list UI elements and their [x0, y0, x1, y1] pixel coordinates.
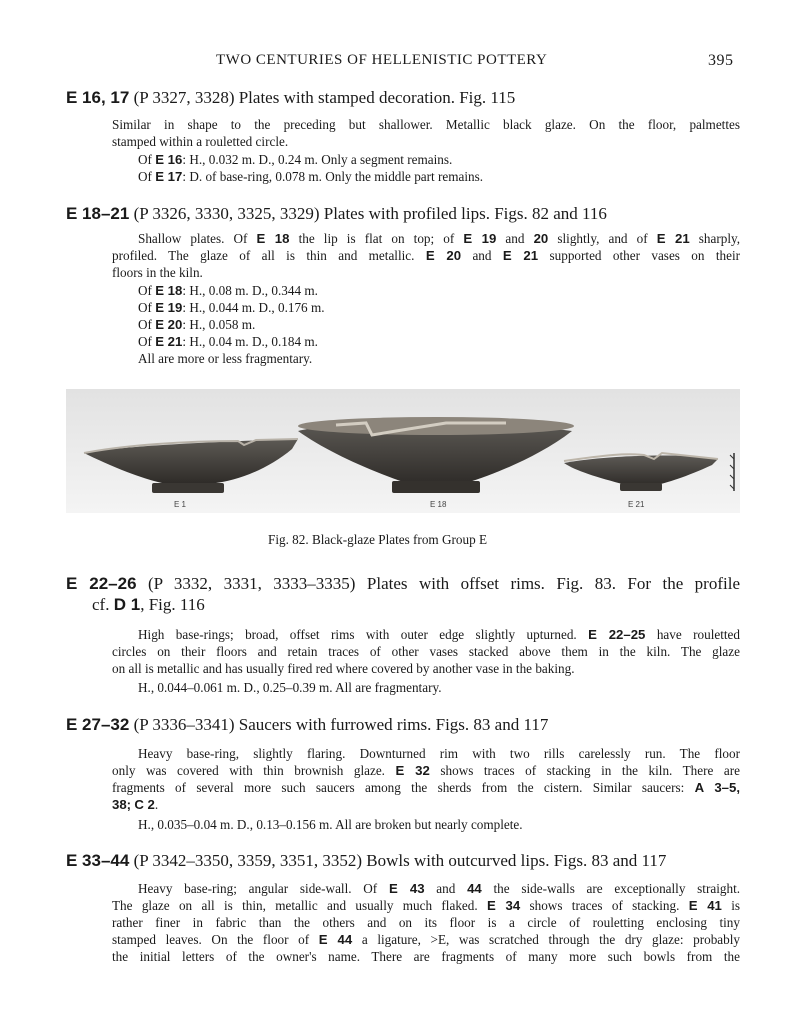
figure-label: E 18 [430, 500, 447, 509]
catalog-id: E 43 [388, 881, 425, 896]
paragraph-line: circles on their floors and retain traces of other vases stacked above them in the kiln. The glaze [112, 644, 740, 659]
entry-ref: (P 3336–3341) Saucers with furrowed rims. Figs. 83 and 117 [133, 715, 549, 734]
entry-heading-e16 [66, 88, 515, 108]
text: a ligature, >E, was scratched through the dry glaze: probably [361, 932, 740, 947]
text: Of [138, 334, 152, 349]
paragraph-line: the initial letters of the owner's name. There are fragments of many more such bowls from the [112, 949, 740, 964]
page-number: 395 [708, 52, 734, 69]
catalog-id: E 20 [425, 248, 462, 263]
measurement-line [138, 300, 325, 316]
text: shows traces of stacking. [529, 898, 680, 913]
catalog-id: E 21 [656, 231, 690, 246]
text: stamped leaves. On the floor of [112, 932, 310, 947]
measurement-line [138, 169, 483, 185]
paragraph-line [112, 797, 158, 813]
text: shows traces of stacking in the kiln. There are [440, 763, 740, 778]
paragraph-line [112, 780, 740, 796]
text: : H., 0.08 m. D., 0.344 m. [182, 283, 318, 298]
text: only was covered with thin brownish glaze. [112, 763, 385, 778]
catalog-id: E 18 [155, 283, 183, 298]
entry-id: E 33–44 [66, 851, 130, 870]
text: : H., 0.032 m. D., 0.24 m. Only a segment remains. [182, 152, 453, 167]
paragraph-line [138, 231, 740, 247]
entry-heading-e22 [66, 574, 740, 594]
measurement-line: H., 0.044–0.061 m. D., 0.25–0.39 m. All are fragmentary. [138, 680, 442, 695]
figure-caption: Fig. 82. Black-glaze Plates from Group E [268, 532, 488, 547]
text: fragments of several more such saucers among the sherds from the cistern. Similar saucers: [112, 780, 685, 795]
entry-heading-e18 [66, 204, 607, 224]
catalog-id: E 32 [395, 763, 430, 778]
paragraph-line: floors in the kiln. [112, 265, 203, 280]
measurement-line [138, 317, 255, 333]
paragraph-line [138, 627, 740, 643]
text: : D. of base-ring, 0.078 m. Only the middle part remains. [182, 169, 484, 184]
catalog-id: E 19 [463, 231, 497, 246]
measurement-line [138, 334, 318, 350]
text: Of [138, 169, 152, 184]
entry-heading-e27 [66, 715, 548, 735]
text: is [731, 898, 741, 913]
measurement-line: H., 0.035–0.04 m. D., 0.13–0.156 m. All are broken but nearly complete. [138, 817, 523, 832]
measurement-line [138, 283, 318, 299]
entry-ref: (P 3342–3350, 3359, 3351, 3352) Bowls with outcurved lips. Figs. 83 and 117 [133, 851, 667, 870]
entry-heading-e33 [66, 851, 666, 871]
paragraph-line: stamped within a rouletted circle. [112, 134, 289, 149]
entry-ref-cont [92, 595, 205, 615]
figure-photo [66, 389, 740, 513]
entry-ref: (P 3332, 3331, 3333–3335) Plates with offset rims. Fig. 83. For the profile [147, 574, 740, 593]
catalog-id: E 41 [688, 898, 722, 913]
paragraph-line [112, 248, 740, 264]
measurement-line [138, 152, 452, 168]
figure-label: E 21 [628, 500, 645, 509]
text: sharply, [698, 231, 741, 246]
text: and [436, 881, 456, 896]
entry-id: E 27–32 [66, 715, 130, 734]
text: the side-walls are exceptionally straight. [493, 881, 741, 896]
catalog-id: A 3–5, [694, 780, 740, 795]
paragraph-line [112, 763, 740, 779]
text: Of [138, 283, 152, 298]
entry-id: E 18–21 [66, 204, 130, 223]
measurement-line: All are more or less fragmentary. [138, 351, 313, 366]
paragraph-line: Similar in shape to the preceding but shallower. Metallic black glaze. On the floor, palmettes [112, 117, 740, 132]
text: . [154, 797, 159, 812]
text: slightly, and of [557, 231, 648, 246]
text: : H., 0.04 m. D., 0.184 m. [182, 334, 318, 349]
paragraph-line [138, 881, 740, 897]
catalog-id: D 1 [113, 595, 141, 614]
catalog-id: 44 [467, 881, 482, 896]
catalog-id: 20 [533, 231, 549, 246]
catalog-id: E 19 [155, 300, 183, 315]
text: profiled. The glaze of all is thin and metallic. [112, 248, 415, 263]
text: Shallow plates. Of [138, 231, 248, 246]
paragraph-line [112, 898, 740, 914]
catalog-id: E 17 [155, 169, 183, 184]
text: cf. [92, 595, 110, 614]
paragraph-line: Heavy base-ring, slightly flaring. Downturned rim with two rills carelessly run. The floor [138, 746, 740, 761]
text: the lip is flat on top; of [298, 231, 455, 246]
figure-label: E 1 [174, 500, 187, 509]
catalog-id: E 22–25 [588, 627, 646, 642]
text: : H., 0.044 m. D., 0.176 m. [182, 300, 325, 315]
catalog-id: E 20 [155, 317, 183, 332]
catalog-id: E 44 [318, 932, 353, 947]
text: Of [138, 317, 152, 332]
running-header: TWO CENTURIES OF HELLENISTIC POTTERY [216, 52, 548, 68]
catalog-id: 38; [112, 797, 132, 812]
catalog-id: E 34 [487, 898, 521, 913]
entry-id: E 22–26 [66, 574, 137, 593]
text: Heavy base-ring; angular side-wall. Of [138, 881, 378, 896]
catalog-id: E 18 [256, 231, 290, 246]
catalog-id: E 21 [502, 248, 539, 263]
paragraph-line: on all is metallic and has usually fired red where covered by another vase in the baking. [112, 661, 575, 676]
text: , Fig. 116 [140, 595, 205, 614]
paragraph-line: rather finer in fabric than the others and on its floor is a circle of rouletting enclosing tiny [112, 915, 740, 930]
entry-ref: (P 3327, 3328) Plates with stamped decoration. Fig. 115 [133, 88, 516, 107]
text: have rouletted [656, 627, 741, 642]
entry-ref: (P 3326, 3330, 3325, 3329) Plates with profiled lips. Figs. 82 and 116 [133, 204, 607, 223]
text: High base-rings; broad, offset rims with outer edge slightly upturned. [138, 627, 577, 642]
text: Of [138, 300, 152, 315]
catalog-id: E 16 [155, 152, 183, 167]
text: The glaze on all is thin, metallic and usually much flaked. [112, 898, 478, 913]
text: Of [138, 152, 152, 167]
text: and [472, 248, 492, 263]
text: : H., 0.058 m. [182, 317, 256, 332]
paragraph-line [112, 932, 740, 948]
text: and [505, 231, 525, 246]
entry-id: E 16, 17 [66, 88, 130, 107]
catalog-id: C 2 [134, 797, 155, 812]
text: supported other vases on their [549, 248, 741, 263]
catalog-id: E 21 [155, 334, 183, 349]
